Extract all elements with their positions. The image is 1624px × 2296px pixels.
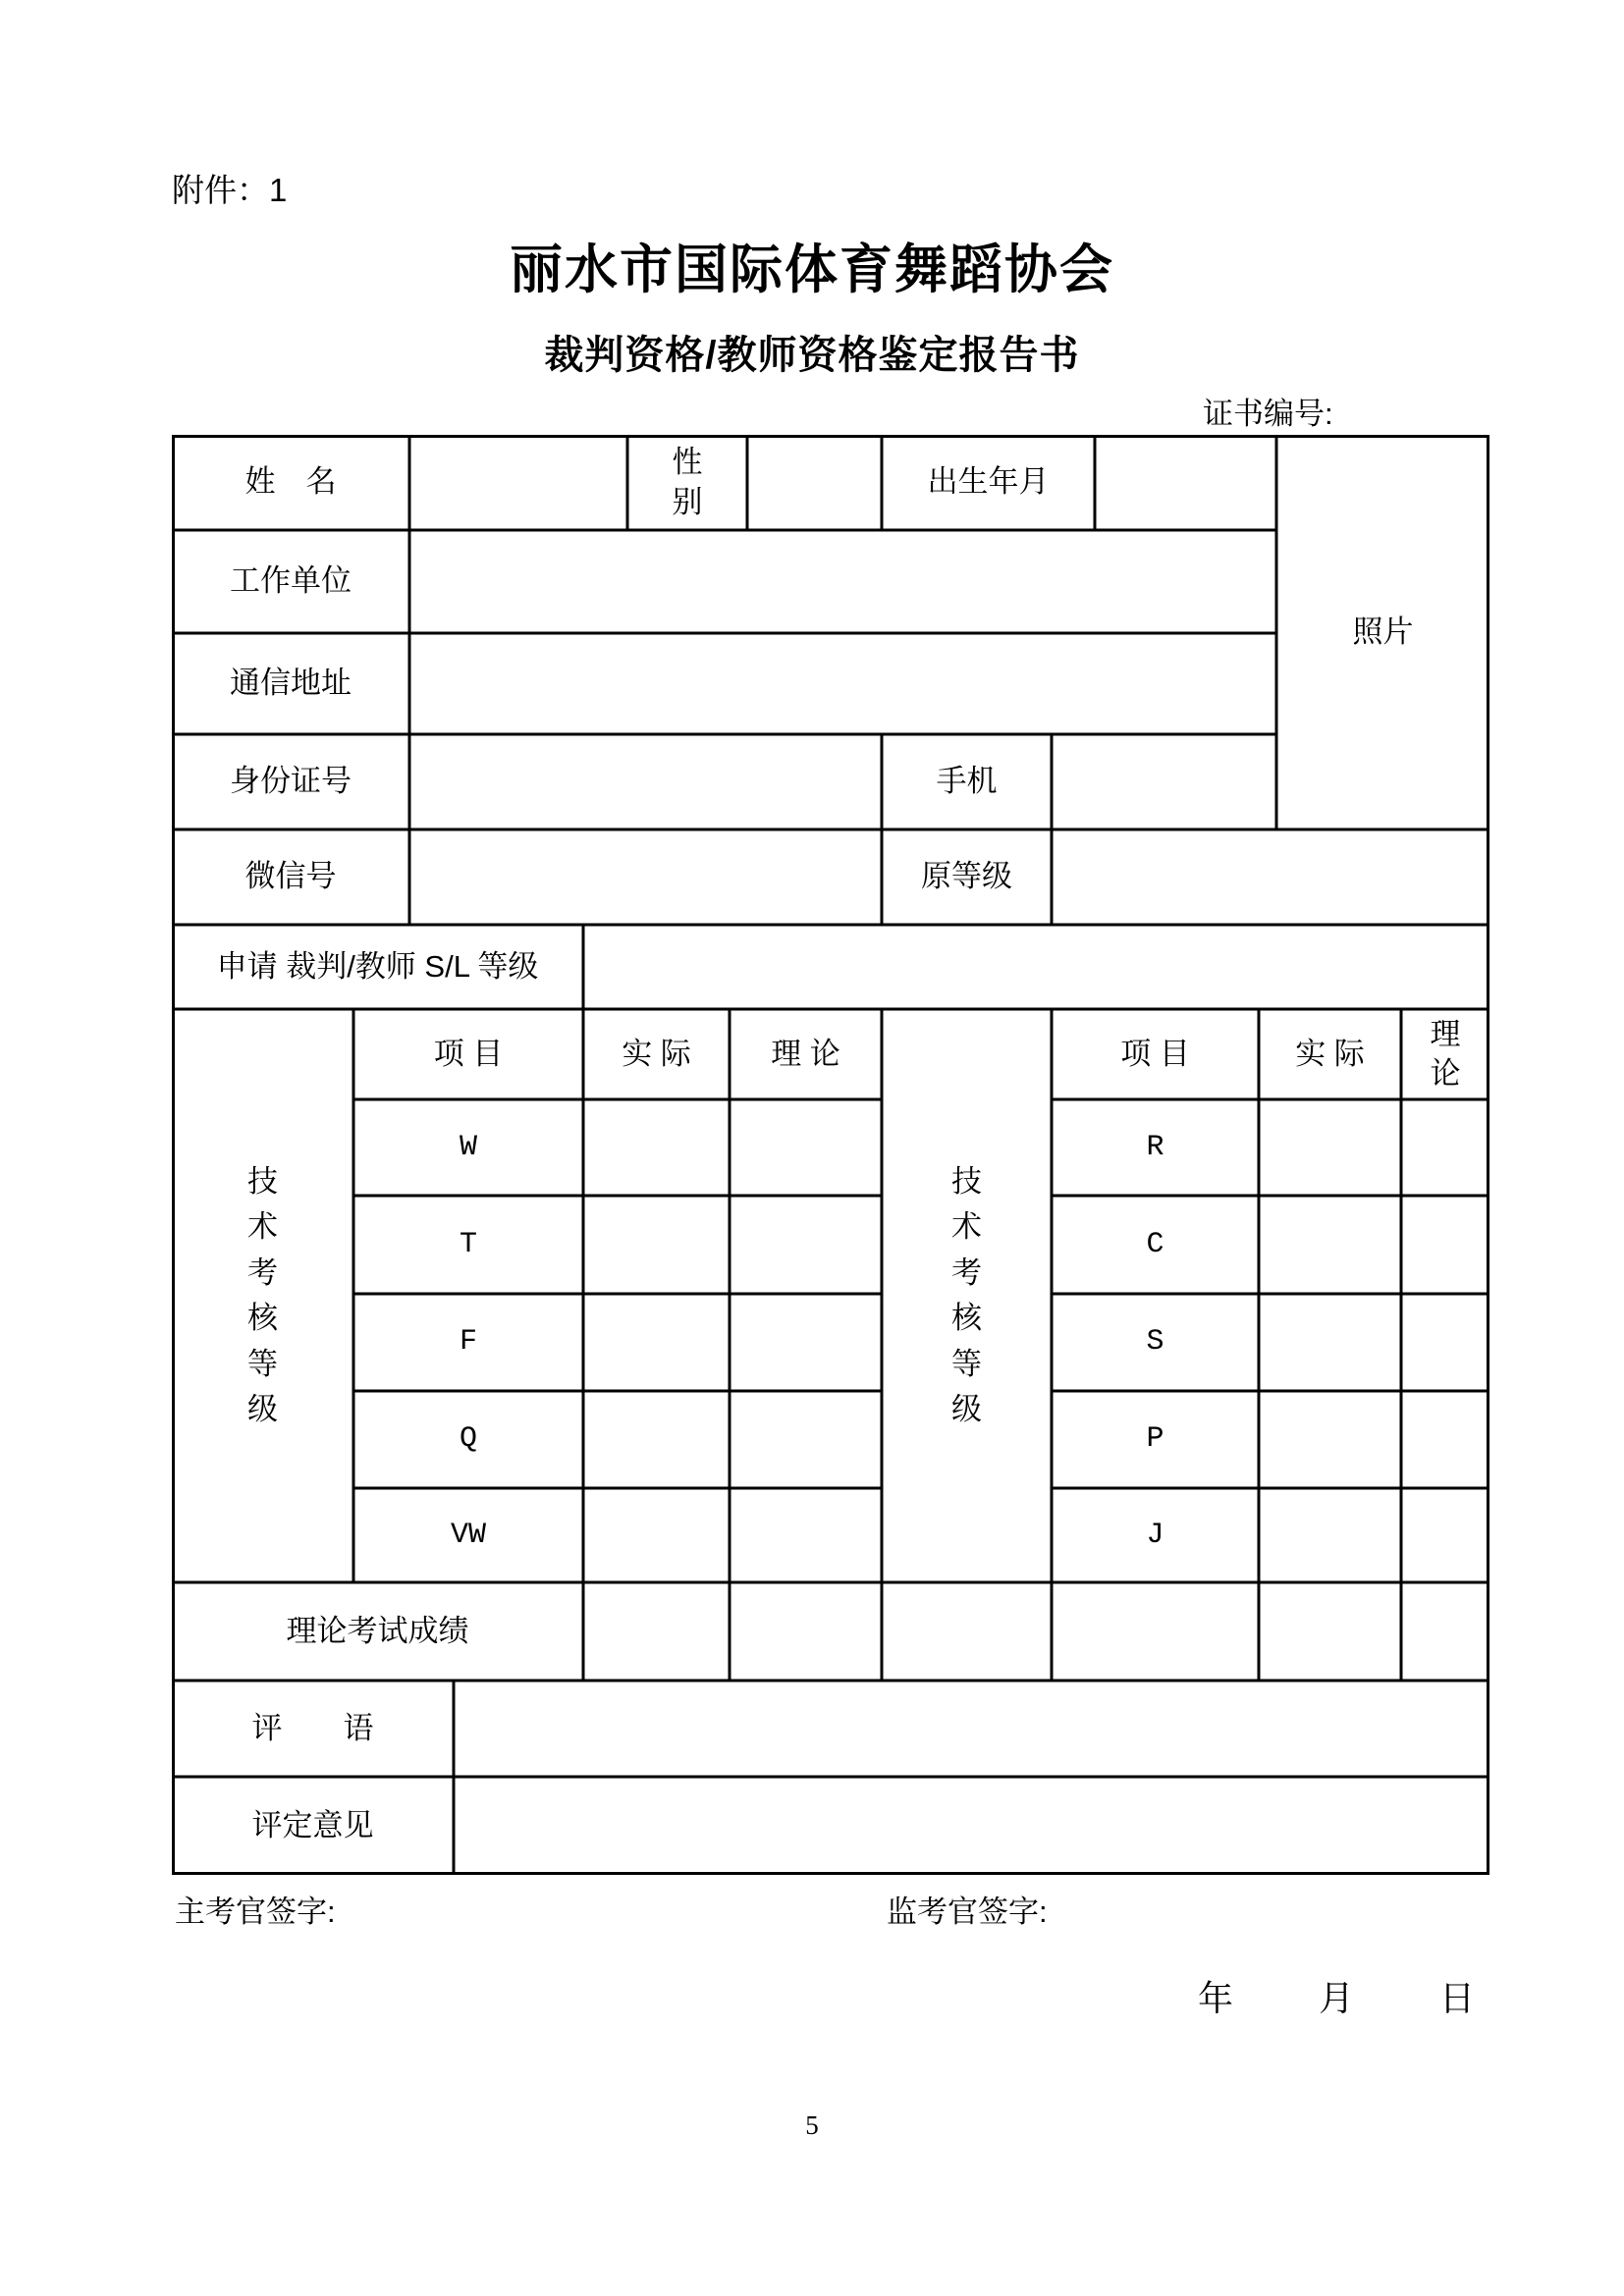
theory-score-label: 理论考试成绩 bbox=[286, 1613, 469, 1648]
dance-item-t: T bbox=[459, 1227, 477, 1261]
dance-item-j: J bbox=[1146, 1518, 1164, 1552]
date-line bbox=[1198, 1971, 1475, 2021]
previous-level-label: 原等级 bbox=[921, 859, 1012, 894]
qualification-form-table bbox=[172, 435, 1489, 1875]
date-year-label: 年 bbox=[1198, 1978, 1234, 2018]
id-number-label: 身份证号 bbox=[230, 764, 352, 799]
dance-item-p: P bbox=[1146, 1422, 1164, 1456]
col-header-project-left: 项 目 bbox=[433, 1036, 504, 1071]
apply-level-label: 申请 裁判/教师 S/L 等级 bbox=[216, 948, 539, 984]
evaluation-label: 评定意见 bbox=[251, 1807, 374, 1842]
name-label: 姓 名 bbox=[244, 464, 337, 500]
gender-label: 性别 bbox=[672, 445, 703, 519]
col-header-theory-left: 理 论 bbox=[771, 1036, 840, 1071]
page-number: 5 bbox=[805, 2110, 819, 2140]
dance-item-vw: VW bbox=[450, 1518, 486, 1552]
tech-section-label-left: 技术考核等级 bbox=[247, 1163, 278, 1426]
col-header-actual-right: 实 际 bbox=[1295, 1036, 1365, 1071]
tech-section-label-right: 技术考核等级 bbox=[951, 1163, 982, 1426]
wechat-label: 微信号 bbox=[244, 859, 337, 894]
col-header-theory-right: 理 论 bbox=[1430, 1016, 1461, 1091]
page-title: 丽水市国际体育舞蹈协会 bbox=[510, 240, 1114, 299]
dance-item-r: R bbox=[1146, 1130, 1164, 1164]
mobile-label: 手机 bbox=[936, 764, 998, 799]
col-header-project-right: 项 目 bbox=[1120, 1036, 1190, 1071]
attachment-label: 附件：1 bbox=[172, 172, 288, 208]
page-subtitle: 裁判资格/教师资格鉴定报告书 bbox=[544, 334, 1080, 377]
remarks-label: 评 语 bbox=[251, 1710, 374, 1745]
chief-examiner-sign-label: 主考官签字: bbox=[175, 1895, 336, 1929]
date-month-label: 月 bbox=[1318, 1978, 1354, 2018]
dance-item-w: W bbox=[459, 1130, 477, 1164]
dance-item-s: S bbox=[1146, 1325, 1164, 1359]
date-day-label: 日 bbox=[1438, 1978, 1475, 2018]
dance-item-q: Q bbox=[459, 1422, 477, 1456]
dance-item-c: C bbox=[1146, 1227, 1164, 1261]
dance-item-f: F bbox=[459, 1325, 477, 1359]
certificate-no-label: 证书编号: bbox=[1203, 397, 1333, 431]
birth-date-label: 出生年月 bbox=[927, 464, 1050, 500]
address-label: 通信地址 bbox=[230, 666, 352, 701]
work-unit-label: 工作单位 bbox=[230, 563, 352, 599]
supervisor-sign-label: 监考官签字: bbox=[887, 1895, 1048, 1929]
col-header-actual-left: 实 际 bbox=[622, 1036, 691, 1071]
photo-placeholder: 照片 bbox=[1352, 614, 1414, 649]
